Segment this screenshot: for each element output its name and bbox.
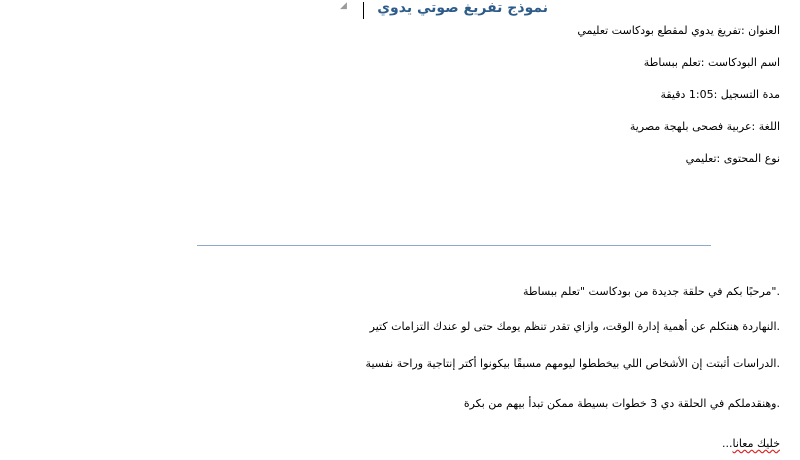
transcript-line-1[interactable]: ."مرحبًا بكم في حلقة جديدة من بودكاست "تعلم ببساطة — [522, 285, 780, 298]
metadata-content-type[interactable]: نوع المحتوى :تعليمي — [685, 152, 780, 165]
transcript-line-3[interactable]: .الدراسات أثبتت إن الأشخاص اللي بيخططوا ليومهم مسبقًا بيكونوا أكتر إنتاجية وراحة نفسية — [365, 357, 780, 370]
metadata-duration[interactable]: مدة التسجيل :1:05 دقيقة — [660, 88, 780, 101]
closing-text[interactable]: خليك معانا — [732, 437, 780, 450]
metadata-title[interactable]: العنوان :تفريغ يدوي لمقطع بودكاست تعليمي — [577, 24, 780, 37]
transcript-closing-line[interactable] — [722, 437, 780, 450]
closing-suffix: ... — [722, 437, 733, 450]
document-heading[interactable]: نموذج تفريغ صوتي يدوي — [377, 0, 548, 16]
transcript-line-4[interactable]: .وهنقدملكم في الحلقة دي 3 خطوات بسيطة ممكن تبدأ بيهم من بكرة — [463, 397, 780, 410]
metadata-language[interactable]: اللغة :عربية فصحى بلهجة مصرية — [629, 120, 780, 133]
collapse-heading-icon[interactable]: ◢ — [340, 1, 347, 11]
text-cursor — [363, 2, 364, 19]
metadata-podcast-name[interactable]: اسم البودكاست :تعلم ببساطة — [643, 56, 780, 69]
section-divider — [197, 245, 711, 246]
transcript-line-2[interactable]: .النهاردة هنتكلم عن أهمية إدارة الوقت، وازاي تقدر تنظم يومك حتى لو عندك التزامات كتير — [369, 320, 780, 333]
